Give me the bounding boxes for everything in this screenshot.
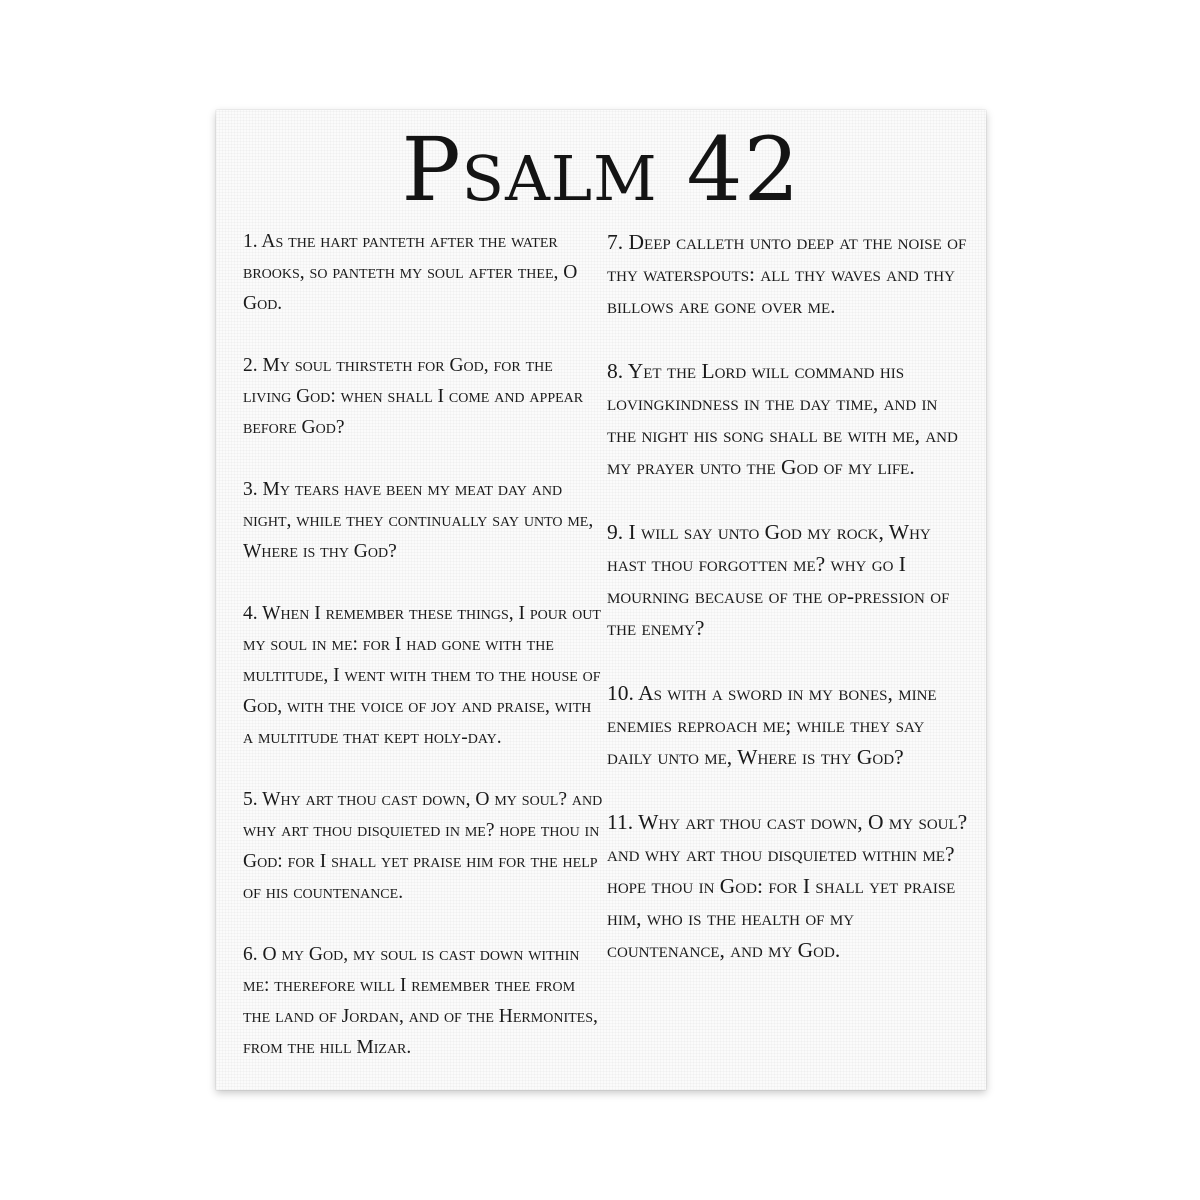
verse-10: 10. As with a sword in my bones, mine enemies reproach me; while they say daily unto me, Where is thy God? xyxy=(607,681,937,769)
verse-5: 5. Why art thou cast down, O my soul? and why art thou disquieted in me? hope thou in God: for I shall yet praise him for the help of his countenance. xyxy=(243,789,603,903)
verse-4: 4. When I remember these things, I pour out my soul in me: for I had gone with the multitude, I went with them to the house of God, with the voice of joy and praise, with a multitude that kept holy-day. xyxy=(243,603,601,748)
verse-2: 2. My soul thirsteth for God, for the living God: when shall I come and appear before God? xyxy=(243,355,584,438)
verse-7: 7. Deep calleth unto deep at the noise of thy waterspouts: all thy waves and thy billows are gone over me. xyxy=(607,230,967,318)
canvas-print xyxy=(216,110,986,1090)
verse-1: 1. As the hart panteth after the water brooks, so panteth my soul after thee, O God. xyxy=(243,231,578,314)
verse-9: 9. I will say unto God my rock, Why hast thou forgotten me? why go I mourning because of the op-pression of the enemy? xyxy=(607,520,950,640)
verse-11: 11. Why art thou cast down, O my soul? and why art thou disquieted within me? hope thou in God: for I shall yet praise him, who is the health of my countenance, and my God. xyxy=(607,810,968,962)
verses-column-right xyxy=(607,226,969,999)
verse-6: 6. O my God, my soul is cast down within me: therefore will I remember thee from the land of Jordan, and of the Hermonites, from the hill Mizar. xyxy=(243,944,598,1058)
verses-column-left xyxy=(243,226,603,1094)
verse-8: 8. Yet the Lord will command his lovingkindness in the day time, and in the night his song shall be with me, and my prayer unto the God of my life. xyxy=(607,359,958,479)
psalm-title: Psalm 42 xyxy=(401,118,801,221)
verse-3: 3. My tears have been my meat day and night, while they continually say unto me, Where is thy God? xyxy=(243,479,594,562)
